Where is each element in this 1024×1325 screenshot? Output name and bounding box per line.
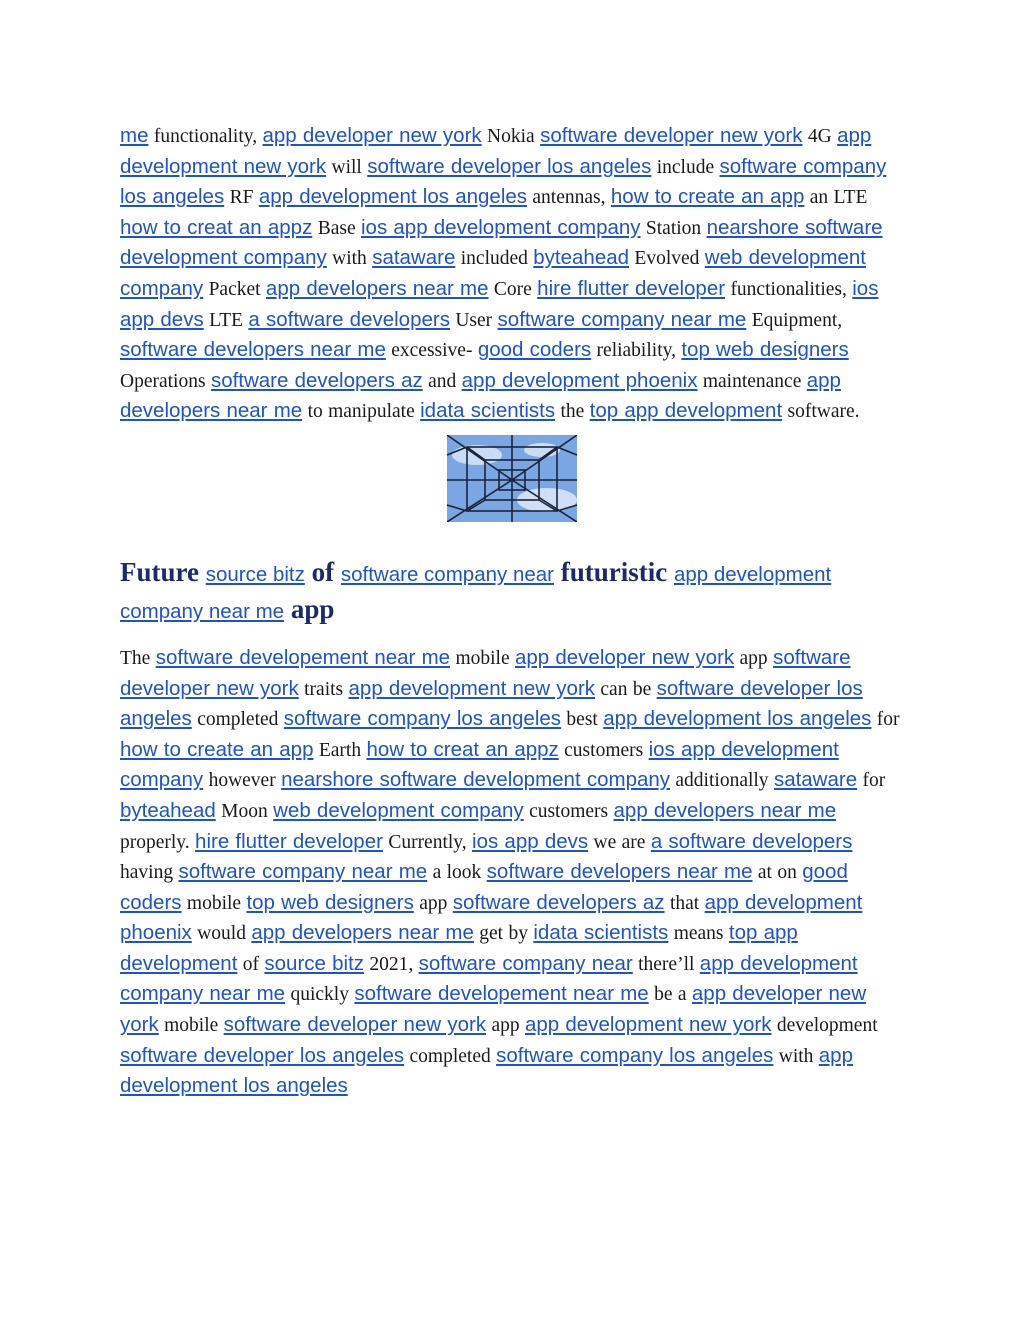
keyword-link[interactable]: a software developers [650,829,853,853]
keyword-link[interactable]: nearshore software development company [120,215,883,270]
keyword-link[interactable]: how to creat an appz [120,215,313,239]
body-text: traits [298,678,349,700]
keyword-link[interactable]: idata scientists [533,921,669,945]
keyword-link[interactable]: app developer new york [262,124,482,147]
body-text: get by [473,923,534,945]
body-text: can be [595,678,657,700]
tower-illustration [447,435,577,522]
keyword-link[interactable]: software company los angeles [496,1043,774,1067]
keyword-link[interactable]: ios app devs [472,829,589,853]
body-text: excessive- [385,340,478,362]
body-text: additionally [670,770,774,792]
body-text: properly. [120,831,196,853]
body-text: to manipulate [302,401,421,423]
keyword-link[interactable]: app development new york [525,1013,772,1037]
keyword-link[interactable]: software developer los angeles [120,1043,405,1067]
transmission-tower-image [447,435,577,522]
keyword-link[interactable]: ios app devs [120,276,879,331]
keyword-link[interactable]: software developer los angeles [120,676,863,731]
body-text: The [120,647,156,669]
keyword-link[interactable]: software developers az [452,890,665,914]
keyword-link[interactable]: software developers near me [486,860,753,884]
keyword-link[interactable]: good coders [477,338,592,362]
keyword-link[interactable]: how to creat an appz [366,737,559,761]
keyword-link[interactable]: hire flutter developer [195,829,383,853]
keyword-link[interactable]: top web designers [681,338,849,362]
paragraph-2 [120,643,910,1102]
keyword-link[interactable]: software developer los angeles [367,154,652,178]
body-text: having [120,862,179,884]
body-text: that [664,892,705,914]
body-text: mobile [450,647,515,669]
keyword-link[interactable]: top app development [589,399,783,423]
keyword-link[interactable]: app development new york [120,124,872,178]
keyword-link[interactable]: software developement near me [354,982,649,1006]
keyword-link[interactable]: byteahead [533,246,630,270]
keyword-link[interactable]: app development phoenix [461,368,698,392]
body-text: include [651,156,720,178]
body-text: with [326,248,373,270]
body-text: completed [404,1045,497,1067]
document-page [120,121,910,1102]
body-text: means [668,923,729,945]
body-text: Nokia [481,126,541,147]
body-text: of [304,556,341,587]
body-text: Packet [203,278,266,300]
keyword-link[interactable]: app developers near me [251,921,474,945]
body-text: a look [427,862,487,884]
keyword-link[interactable]: software developers az [210,368,423,392]
body-text: reliability, [591,340,682,362]
keyword-link[interactable]: hire flutter developer [537,276,726,300]
body-text: the [555,401,590,423]
body-text: software. [782,401,860,423]
keyword-link[interactable]: software company los angeles [283,707,562,731]
keyword-link[interactable]: software company near [418,951,633,975]
body-text: completed [191,709,284,731]
keyword-link[interactable]: good coders [120,860,848,914]
body-text: best [561,709,604,731]
body-text: however [203,770,282,792]
body-text: customers [523,800,614,822]
body-text: RF [224,187,259,209]
body-text: Evolved [629,248,705,270]
keyword-link[interactable]: top web designers [246,890,414,914]
body-text: 2021, [364,953,419,975]
keyword-link[interactable]: ios app development company [120,737,839,792]
keyword-link[interactable]: app developers near me [120,368,841,423]
keyword-link[interactable]: me [120,124,149,147]
body-text: quickly [285,984,355,1006]
keyword-link[interactable]: source bitz [205,562,305,586]
keyword-link[interactable]: sataware [773,768,858,792]
body-text: be a [648,984,692,1006]
keyword-link[interactable]: app development phoenix [120,890,863,945]
body-text: with [773,1045,819,1067]
body-text: Core [488,278,538,300]
body-text: Station [640,217,707,239]
body-text: we are [588,831,651,853]
keyword-link[interactable]: software company near me [178,860,428,884]
body-text: app [734,647,774,669]
keyword-link[interactable]: software developer new york [223,1013,487,1037]
keyword-link[interactable]: app development new york [348,676,596,700]
body-text: for [857,770,886,792]
paragraph-1 [120,121,910,427]
figure-wrapper [120,435,910,555]
keyword-link[interactable]: source bitz [264,951,365,975]
keyword-link[interactable]: web development company [120,246,866,300]
body-text: antennas, [527,187,611,209]
keyword-link[interactable]: software developer new york [120,645,851,700]
keyword-link[interactable]: a software developers [248,307,450,331]
body-text: Currently, [382,831,473,853]
body-text: app [284,593,335,624]
body-text: an LTE [804,187,868,209]
body-text: Moon [215,800,274,822]
keyword-link[interactable]: nearshore software development company [281,768,671,792]
keyword-link[interactable]: app developers near me [613,798,837,822]
keyword-link[interactable]: how to create an app [120,737,314,761]
keyword-link[interactable]: software company near [340,562,554,586]
body-text: for [871,709,900,731]
keyword-link[interactable]: sataware [372,246,456,270]
keyword-link[interactable]: web development company [273,798,524,822]
body-text: Base [312,217,361,239]
keyword-link[interactable]: top app development [120,921,798,975]
keyword-link[interactable]: software company near me [497,307,747,331]
body-text: Operations [120,370,211,392]
keyword-link[interactable]: app development los angeles [120,1043,853,1098]
body-text: Future [120,556,206,587]
body-text: Earth [313,739,367,761]
body-text: functionalities, [725,278,853,300]
keyword-link[interactable]: app development company near me [120,951,858,1006]
body-text: app [486,1015,525,1037]
section-heading [120,555,910,629]
body-text: futuristic [553,556,674,587]
body-text: customers [558,739,649,761]
keyword-link[interactable]: software developement near me [155,645,451,669]
keyword-link[interactable]: app development company near me [120,562,832,623]
body-text: Equipment, [746,309,843,331]
body-text: development [771,1015,878,1037]
keyword-link[interactable]: app developers near me [265,276,489,300]
body-text: maintenance [697,370,807,392]
body-text: functionality, [148,126,263,147]
body-text: app [413,892,453,914]
body-text: LTE [203,309,249,331]
body-text: at on [752,862,803,884]
body-text: of [237,953,265,975]
body-text: would [191,923,252,945]
body-text: and [422,370,462,392]
body-text: User [449,309,498,331]
body-text: there’ll [632,953,700,975]
keyword-link[interactable]: app developer new york [514,645,735,669]
keyword-link[interactable]: ios app development company [360,215,641,239]
body-text: 4G [802,126,838,147]
keyword-link[interactable]: software developer new york [540,124,803,147]
keyword-link[interactable]: idata scientists [420,399,556,423]
keyword-link[interactable]: app development los angeles [603,707,872,731]
keyword-link[interactable]: byteahead [120,798,216,822]
keyword-link[interactable]: software developers near me [120,338,386,362]
body-text: mobile [158,1015,224,1037]
keyword-link[interactable]: app developer new york [120,982,867,1037]
keyword-link[interactable]: how to create an app [610,185,805,209]
body-text: included [455,248,534,270]
keyword-link[interactable]: app development los angeles [258,185,528,209]
keyword-link[interactable]: software company los angeles [120,154,887,209]
body-text: will [326,156,368,178]
body-text: mobile [181,892,247,914]
